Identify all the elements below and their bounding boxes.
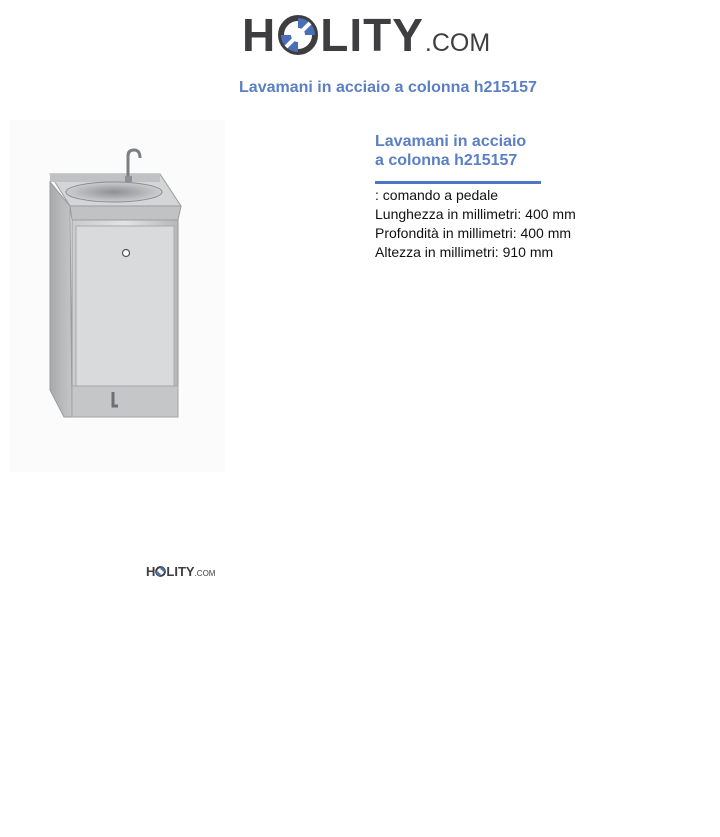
watermark-o-icon bbox=[155, 566, 166, 577]
logo-wordmark bbox=[242, 9, 424, 61]
page-title: Lavamani in acciaio a colonna h215157 bbox=[239, 79, 537, 96]
product-image bbox=[10, 120, 225, 579]
spec-line: Altezza in millimetri: 910 mm bbox=[375, 244, 554, 260]
holity-logo[interactable] bbox=[242, 9, 491, 68]
product-title-line1: Lavamani in acciaio bbox=[375, 133, 527, 150]
logo-letters-lity: LITY bbox=[320, 9, 424, 61]
spec-line: Profondità in millimetri: 400 mm bbox=[375, 225, 572, 241]
watermark-letters-lity: LITY bbox=[166, 564, 195, 579]
logo-domain: .COM bbox=[424, 29, 491, 57]
spec-line: Lunghezza in millimetri: 400 mm bbox=[375, 206, 576, 222]
title-underline-divider bbox=[375, 181, 541, 184]
logo-letter-h: H bbox=[242, 9, 277, 61]
product-specs bbox=[375, 186, 576, 262]
watermark-letter-h: H bbox=[146, 564, 156, 579]
product-title bbox=[375, 132, 575, 170]
watermark-domain: .COM bbox=[194, 569, 216, 578]
washbasin-illustration bbox=[10, 120, 225, 472]
image-watermark-logo bbox=[146, 564, 215, 579]
watermark-wordmark bbox=[146, 564, 195, 579]
product-title-line2: a colonna h215157 bbox=[375, 152, 518, 169]
logo-o-icon bbox=[278, 15, 318, 55]
spec-line: : comando a pedale bbox=[375, 187, 498, 203]
